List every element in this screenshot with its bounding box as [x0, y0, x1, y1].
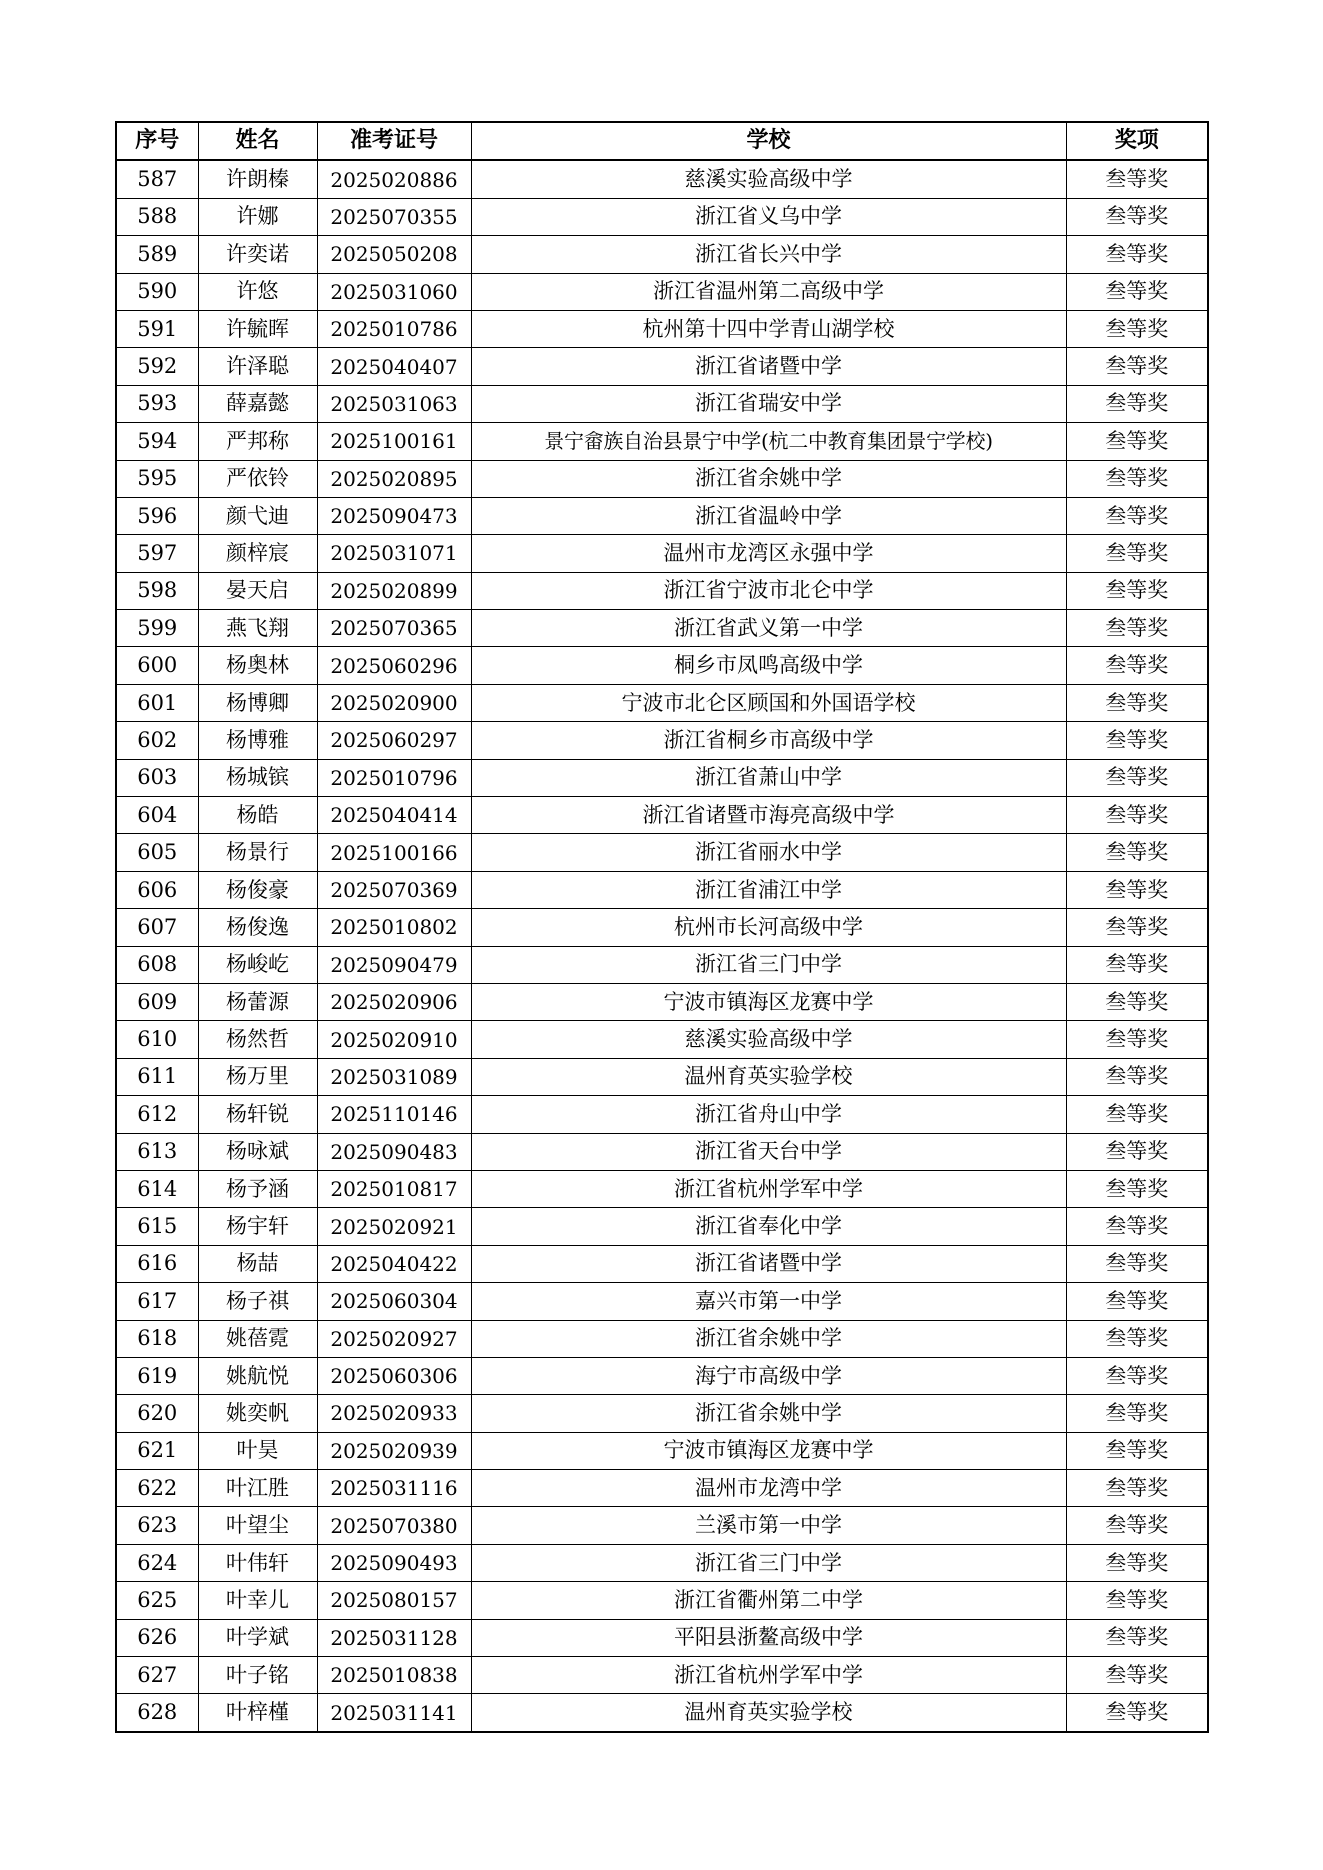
cell-index: 627: [116, 1657, 198, 1694]
cell-name: 杨喆: [198, 1245, 317, 1282]
cell-award: 叁等奖: [1066, 610, 1208, 647]
table-row: [116, 1096, 1208, 1133]
cell-award: 叁等奖: [1066, 198, 1208, 235]
cell-name: 叶幸儿: [198, 1582, 317, 1619]
cell-name: 杨俊逸: [198, 909, 317, 946]
cell-school: 浙江省余姚中学: [471, 1320, 1066, 1357]
cell-index: 601: [116, 684, 198, 721]
cell-school: 浙江省衢州第二中学: [471, 1582, 1066, 1619]
cell-school: 浙江省诸暨中学: [471, 348, 1066, 385]
cell-school: 浙江省三门中学: [471, 946, 1066, 983]
table-row: [116, 909, 1208, 946]
cell-award: 叁等奖: [1066, 759, 1208, 796]
cell-award: 叁等奖: [1066, 797, 1208, 834]
cell-exam-id: 2025010817: [317, 1170, 471, 1207]
cell-exam-id: 2025020895: [317, 460, 471, 497]
cell-index: 614: [116, 1170, 198, 1207]
cell-award: 叁等奖: [1066, 722, 1208, 759]
cell-exam-id: 2025010802: [317, 909, 471, 946]
cell-exam-id: 2025060306: [317, 1357, 471, 1394]
table-row: [116, 1432, 1208, 1469]
cell-school: 浙江省诸暨中学: [471, 1245, 1066, 1282]
cell-exam-id: 2025100166: [317, 834, 471, 871]
cell-exam-id: 2025010786: [317, 310, 471, 347]
header-name: 姓名: [198, 122, 317, 160]
cell-index: 588: [116, 198, 198, 235]
cell-school: 浙江省余姚中学: [471, 1395, 1066, 1432]
cell-index: 624: [116, 1544, 198, 1581]
cell-name: 杨峻屹: [198, 946, 317, 983]
cell-school: 平阳县浙鳌高级中学: [471, 1619, 1066, 1656]
table-row: [116, 236, 1208, 273]
cell-school: 宁波市镇海区龙赛中学: [471, 1432, 1066, 1469]
cell-name: 许娜: [198, 198, 317, 235]
cell-school: 浙江省丽水中学: [471, 834, 1066, 871]
cell-name: 杨然哲: [198, 1021, 317, 1058]
cell-award: 叁等奖: [1066, 1544, 1208, 1581]
cell-school: 杭州市长河高级中学: [471, 909, 1066, 946]
table-row: [116, 198, 1208, 235]
cell-award: 叁等奖: [1066, 423, 1208, 460]
cell-exam-id: 2025100161: [317, 423, 471, 460]
header-exam-id: 准考证号: [317, 122, 471, 160]
cell-award: 叁等奖: [1066, 1133, 1208, 1170]
cell-award: 叁等奖: [1066, 236, 1208, 273]
cell-school: 浙江省宁波市北仑中学: [471, 572, 1066, 609]
table-row: [116, 572, 1208, 609]
cell-award: 叁等奖: [1066, 1058, 1208, 1095]
cell-name: 严邦称: [198, 423, 317, 460]
cell-index: 621: [116, 1432, 198, 1469]
cell-exam-id: 2025020886: [317, 160, 471, 198]
cell-award: 叁等奖: [1066, 460, 1208, 497]
cell-name: 叶望尘: [198, 1507, 317, 1544]
cell-index: 619: [116, 1357, 198, 1394]
cell-index: 603: [116, 759, 198, 796]
cell-exam-id: 2025020899: [317, 572, 471, 609]
cell-school: 浙江省长兴中学: [471, 236, 1066, 273]
cell-index: 611: [116, 1058, 198, 1095]
cell-award: 叁等奖: [1066, 535, 1208, 572]
cell-index: 623: [116, 1507, 198, 1544]
cell-award: 叁等奖: [1066, 647, 1208, 684]
cell-exam-id: 2025040407: [317, 348, 471, 385]
award-list-table: [115, 121, 1209, 1733]
cell-school: 慈溪实验高级中学: [471, 160, 1066, 198]
cell-award: 叁等奖: [1066, 1657, 1208, 1694]
cell-exam-id: 2025031071: [317, 535, 471, 572]
cell-index: 587: [116, 160, 198, 198]
cell-index: 589: [116, 236, 198, 273]
cell-award: 叁等奖: [1066, 946, 1208, 983]
cell-award: 叁等奖: [1066, 1170, 1208, 1207]
cell-school: 温州育英实验学校: [471, 1058, 1066, 1095]
cell-school: 浙江省浦江中学: [471, 871, 1066, 908]
table-header-row: [116, 122, 1208, 160]
table-row: [116, 1357, 1208, 1394]
cell-exam-id: 2025020900: [317, 684, 471, 721]
cell-school: 宁波市镇海区龙赛中学: [471, 983, 1066, 1020]
cell-award: 叁等奖: [1066, 871, 1208, 908]
cell-index: 592: [116, 348, 198, 385]
cell-index: 598: [116, 572, 198, 609]
table-row: [116, 1170, 1208, 1207]
cell-index: 591: [116, 310, 198, 347]
table-row: [116, 684, 1208, 721]
header-school: 学校: [471, 122, 1066, 160]
cell-name: 杨轩锐: [198, 1096, 317, 1133]
cell-name: 颜梓宸: [198, 535, 317, 572]
cell-award: 叁等奖: [1066, 572, 1208, 609]
cell-award: 叁等奖: [1066, 497, 1208, 534]
cell-award: 叁等奖: [1066, 1694, 1208, 1732]
table-row: [116, 1544, 1208, 1581]
cell-exam-id: 2025010796: [317, 759, 471, 796]
table-row: [116, 610, 1208, 647]
cell-name: 叶子铭: [198, 1657, 317, 1694]
cell-school: 温州育英实验学校: [471, 1694, 1066, 1732]
cell-school: 浙江省桐乡市高级中学: [471, 722, 1066, 759]
cell-award: 叁等奖: [1066, 1432, 1208, 1469]
header-award: 奖项: [1066, 122, 1208, 160]
cell-exam-id: 2025090483: [317, 1133, 471, 1170]
cell-name: 许朗榛: [198, 160, 317, 198]
table-row: [116, 647, 1208, 684]
cell-name: 叶伟轩: [198, 1544, 317, 1581]
cell-school: 温州市龙湾中学: [471, 1470, 1066, 1507]
cell-name: 叶梓槿: [198, 1694, 317, 1732]
cell-name: 杨奥林: [198, 647, 317, 684]
cell-index: 597: [116, 535, 198, 572]
cell-award: 叁等奖: [1066, 1283, 1208, 1320]
cell-index: 616: [116, 1245, 198, 1282]
cell-name: 杨予涵: [198, 1170, 317, 1207]
cell-award: 叁等奖: [1066, 348, 1208, 385]
cell-index: 596: [116, 497, 198, 534]
cell-index: 606: [116, 871, 198, 908]
cell-name: 许悠: [198, 273, 317, 310]
cell-award: 叁等奖: [1066, 385, 1208, 422]
table-row: [116, 1208, 1208, 1245]
cell-award: 叁等奖: [1066, 684, 1208, 721]
cell-award: 叁等奖: [1066, 1208, 1208, 1245]
table-row: [116, 1395, 1208, 1432]
cell-exam-id: 2025020906: [317, 983, 471, 1020]
table-row: [116, 1283, 1208, 1320]
cell-name: 杨博雅: [198, 722, 317, 759]
table-row: [116, 1021, 1208, 1058]
cell-name: 叶学斌: [198, 1619, 317, 1656]
cell-school: 海宁市高级中学: [471, 1357, 1066, 1394]
cell-school: 浙江省瑞安中学: [471, 385, 1066, 422]
cell-school: 浙江省天台中学: [471, 1133, 1066, 1170]
cell-exam-id: 2025070365: [317, 610, 471, 647]
cell-name: 燕飞翔: [198, 610, 317, 647]
cell-index: 612: [116, 1096, 198, 1133]
table-row: [116, 871, 1208, 908]
cell-name: 颜弋迪: [198, 497, 317, 534]
cell-name: 杨宇轩: [198, 1208, 317, 1245]
cell-index: 590: [116, 273, 198, 310]
cell-exam-id: 2025020939: [317, 1432, 471, 1469]
cell-name: 叶昊: [198, 1432, 317, 1469]
cell-school: 浙江省余姚中学: [471, 460, 1066, 497]
cell-exam-id: 2025070355: [317, 198, 471, 235]
cell-award: 叁等奖: [1066, 310, 1208, 347]
table-row: [116, 160, 1208, 198]
cell-name: 许泽聪: [198, 348, 317, 385]
table-body: [116, 160, 1208, 1731]
cell-index: 593: [116, 385, 198, 422]
cell-index: 604: [116, 797, 198, 834]
table-row: [116, 385, 1208, 422]
cell-name: 杨博卿: [198, 684, 317, 721]
cell-exam-id: 2025040414: [317, 797, 471, 834]
cell-index: 600: [116, 647, 198, 684]
cell-school: 温州市龙湾区永强中学: [471, 535, 1066, 572]
cell-award: 叁等奖: [1066, 1395, 1208, 1432]
cell-school: 浙江省诸暨市海亮高级中学: [471, 797, 1066, 834]
cell-name: 杨景行: [198, 834, 317, 871]
cell-name: 晏天启: [198, 572, 317, 609]
cell-index: 599: [116, 610, 198, 647]
cell-award: 叁等奖: [1066, 983, 1208, 1020]
cell-award: 叁等奖: [1066, 1470, 1208, 1507]
cell-exam-id: 2025031128: [317, 1619, 471, 1656]
cell-school: 浙江省武义第一中学: [471, 610, 1066, 647]
cell-school: 桐乡市凤鸣高级中学: [471, 647, 1066, 684]
cell-exam-id: 2025040422: [317, 1245, 471, 1282]
cell-exam-id: 2025020933: [317, 1395, 471, 1432]
cell-award: 叁等奖: [1066, 1507, 1208, 1544]
cell-index: 622: [116, 1470, 198, 1507]
cell-exam-id: 2025010838: [317, 1657, 471, 1694]
cell-school: 兰溪市第一中学: [471, 1507, 1066, 1544]
cell-index: 628: [116, 1694, 198, 1732]
cell-name: 杨蕾源: [198, 983, 317, 1020]
table-row: [116, 1507, 1208, 1544]
cell-name: 叶江胜: [198, 1470, 317, 1507]
cell-award: 叁等奖: [1066, 1582, 1208, 1619]
cell-exam-id: 2025060304: [317, 1283, 471, 1320]
cell-school: 宁波市北仑区顾国和外国语学校: [471, 684, 1066, 721]
cell-name: 杨咏斌: [198, 1133, 317, 1170]
cell-exam-id: 2025031060: [317, 273, 471, 310]
cell-name: 严依铃: [198, 460, 317, 497]
cell-exam-id: 2025050208: [317, 236, 471, 273]
cell-exam-id: 2025020927: [317, 1320, 471, 1357]
cell-award: 叁等奖: [1066, 834, 1208, 871]
cell-index: 605: [116, 834, 198, 871]
cell-index: 626: [116, 1619, 198, 1656]
cell-school: 嘉兴市第一中学: [471, 1283, 1066, 1320]
cell-exam-id: 2025060296: [317, 647, 471, 684]
table-row: [116, 1694, 1208, 1732]
table-row: [116, 722, 1208, 759]
table-row: [116, 1657, 1208, 1694]
cell-name: 姚航悦: [198, 1357, 317, 1394]
cell-name: 杨子祺: [198, 1283, 317, 1320]
table-row: [116, 1058, 1208, 1095]
cell-exam-id: 2025020910: [317, 1021, 471, 1058]
cell-exam-id: 2025080157: [317, 1582, 471, 1619]
table-row: [116, 497, 1208, 534]
cell-award: 叁等奖: [1066, 160, 1208, 198]
cell-school: 浙江省奉化中学: [471, 1208, 1066, 1245]
table-row: [116, 1320, 1208, 1357]
cell-exam-id: 2025031089: [317, 1058, 471, 1095]
cell-name: 许毓晖: [198, 310, 317, 347]
cell-school: 浙江省温岭中学: [471, 497, 1066, 534]
cell-exam-id: 2025090493: [317, 1544, 471, 1581]
cell-index: 620: [116, 1395, 198, 1432]
cell-school: 浙江省舟山中学: [471, 1096, 1066, 1133]
cell-name: 许奕诺: [198, 236, 317, 273]
table-row: [116, 983, 1208, 1020]
cell-school: 浙江省杭州学军中学: [471, 1657, 1066, 1694]
cell-award: 叁等奖: [1066, 273, 1208, 310]
table-row: [116, 1133, 1208, 1170]
cell-index: 613: [116, 1133, 198, 1170]
table-row: [116, 460, 1208, 497]
cell-award: 叁等奖: [1066, 1021, 1208, 1058]
cell-school: 浙江省杭州学军中学: [471, 1170, 1066, 1207]
cell-exam-id: 2025070369: [317, 871, 471, 908]
cell-award: 叁等奖: [1066, 1096, 1208, 1133]
cell-school: 杭州第十四中学青山湖学校: [471, 310, 1066, 347]
cell-name: 杨城镔: [198, 759, 317, 796]
cell-school: 浙江省义乌中学: [471, 198, 1066, 235]
table-row: [116, 535, 1208, 572]
cell-school: 浙江省温州第二高级中学: [471, 273, 1066, 310]
cell-school: 景宁畲族自治县景宁中学(杭二中教育集团景宁学校): [471, 423, 1066, 460]
table-row: [116, 1582, 1208, 1619]
cell-award: 叁等奖: [1066, 909, 1208, 946]
cell-exam-id: 2025031063: [317, 385, 471, 422]
cell-index: 615: [116, 1208, 198, 1245]
cell-exam-id: 2025090479: [317, 946, 471, 983]
cell-index: 602: [116, 722, 198, 759]
cell-name: 姚奕帆: [198, 1395, 317, 1432]
cell-exam-id: 2025110146: [317, 1096, 471, 1133]
table-row: [116, 759, 1208, 796]
cell-index: 617: [116, 1283, 198, 1320]
cell-index: 594: [116, 423, 198, 460]
table-row: [116, 1470, 1208, 1507]
cell-name: 杨万里: [198, 1058, 317, 1095]
cell-award: 叁等奖: [1066, 1245, 1208, 1282]
header-index: 序号: [116, 122, 198, 160]
cell-exam-id: 2025060297: [317, 722, 471, 759]
table-row: [116, 1245, 1208, 1282]
cell-award: 叁等奖: [1066, 1357, 1208, 1394]
cell-school: 浙江省萧山中学: [471, 759, 1066, 796]
cell-exam-id: 2025031141: [317, 1694, 471, 1732]
cell-index: 625: [116, 1582, 198, 1619]
table-row: [116, 834, 1208, 871]
cell-index: 609: [116, 983, 198, 1020]
cell-school: 浙江省三门中学: [471, 1544, 1066, 1581]
table-row: [116, 1619, 1208, 1656]
cell-index: 607: [116, 909, 198, 946]
table-row: [116, 310, 1208, 347]
cell-name: 杨皓: [198, 797, 317, 834]
cell-exam-id: 2025070380: [317, 1507, 471, 1544]
cell-index: 608: [116, 946, 198, 983]
cell-index: 618: [116, 1320, 198, 1357]
cell-award: 叁等奖: [1066, 1619, 1208, 1656]
cell-exam-id: 2025031116: [317, 1470, 471, 1507]
cell-exam-id: 2025090473: [317, 497, 471, 534]
cell-name: 薛嘉懿: [198, 385, 317, 422]
cell-name: 杨俊豪: [198, 871, 317, 908]
table-row: [116, 273, 1208, 310]
table-row: [116, 348, 1208, 385]
table-row: [116, 423, 1208, 460]
table-row: [116, 797, 1208, 834]
cell-exam-id: 2025020921: [317, 1208, 471, 1245]
cell-index: 595: [116, 460, 198, 497]
cell-name: 姚蓓霓: [198, 1320, 317, 1357]
cell-school: 慈溪实验高级中学: [471, 1021, 1066, 1058]
table-row: [116, 946, 1208, 983]
cell-award: 叁等奖: [1066, 1320, 1208, 1357]
cell-index: 610: [116, 1021, 198, 1058]
